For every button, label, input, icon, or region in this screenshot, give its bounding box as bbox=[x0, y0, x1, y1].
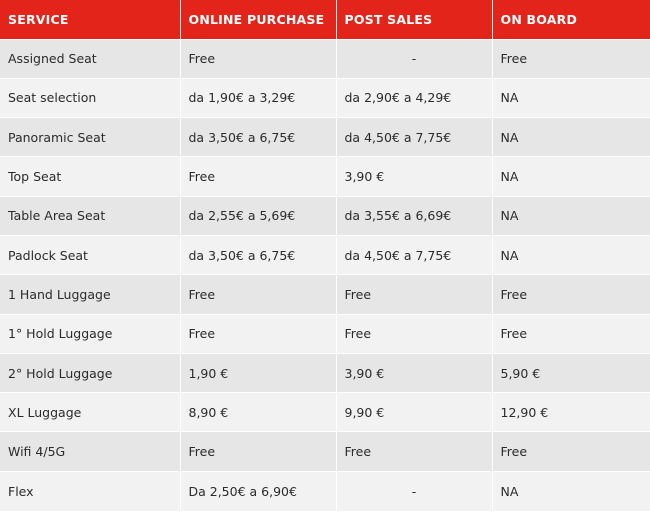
cell-service: 1 Hand Luggage bbox=[0, 275, 180, 314]
cell-on-board: Free bbox=[492, 432, 650, 471]
cell-on-board: 12,90 € bbox=[492, 393, 650, 432]
table-row bbox=[0, 314, 650, 353]
table-row bbox=[0, 393, 650, 432]
cell-post-sales: Free bbox=[336, 432, 492, 471]
cell-online-purchase: Free bbox=[180, 314, 336, 353]
cell-service: Wifi 4/5G bbox=[0, 432, 180, 471]
table-row bbox=[0, 118, 650, 157]
cell-service: XL Luggage bbox=[0, 393, 180, 432]
cell-post-sales: da 2,90€ a 4,29€ bbox=[336, 78, 492, 117]
table-row bbox=[0, 353, 650, 392]
cell-post-sales: - bbox=[336, 471, 492, 510]
cell-on-board: NA bbox=[492, 157, 650, 196]
column-header-service: SERVICE bbox=[0, 0, 180, 39]
cell-online-purchase: Free bbox=[180, 275, 336, 314]
cell-service: Seat selection bbox=[0, 78, 180, 117]
table-row bbox=[0, 471, 650, 510]
cell-online-purchase: da 3,50€ a 6,75€ bbox=[180, 235, 336, 274]
cell-service: Panoramic Seat bbox=[0, 118, 180, 157]
header-row bbox=[0, 0, 650, 39]
table-body bbox=[0, 39, 650, 511]
cell-online-purchase: da 2,55€ a 5,69€ bbox=[180, 196, 336, 235]
cell-online-purchase: Free bbox=[180, 432, 336, 471]
cell-online-purchase: Free bbox=[180, 157, 336, 196]
cell-on-board: NA bbox=[492, 118, 650, 157]
cell-on-board: NA bbox=[492, 471, 650, 510]
cell-online-purchase: 8,90 € bbox=[180, 393, 336, 432]
column-header-on-board: ON BOARD bbox=[492, 0, 650, 39]
table-row bbox=[0, 235, 650, 274]
cell-online-purchase: da 1,90€ a 3,29€ bbox=[180, 78, 336, 117]
cell-post-sales: da 4,50€ a 7,75€ bbox=[336, 118, 492, 157]
cell-post-sales: Free bbox=[336, 314, 492, 353]
cell-online-purchase: Da 2,50€ a 6,90€ bbox=[180, 471, 336, 510]
column-header-online-purchase: ONLINE PURCHASE bbox=[180, 0, 336, 39]
cell-on-board: Free bbox=[492, 314, 650, 353]
cell-on-board: NA bbox=[492, 196, 650, 235]
cell-post-sales: 9,90 € bbox=[336, 393, 492, 432]
cell-post-sales: 3,90 € bbox=[336, 353, 492, 392]
column-header-post-sales: POST SALES bbox=[336, 0, 492, 39]
cell-service: Padlock Seat bbox=[0, 235, 180, 274]
table-row bbox=[0, 78, 650, 117]
cell-online-purchase: da 3,50€ a 6,75€ bbox=[180, 118, 336, 157]
cell-on-board: Free bbox=[492, 275, 650, 314]
cell-post-sales: da 4,50€ a 7,75€ bbox=[336, 235, 492, 274]
table-header bbox=[0, 0, 650, 39]
cell-on-board: 5,90 € bbox=[492, 353, 650, 392]
cell-on-board: NA bbox=[492, 235, 650, 274]
cell-service: Top Seat bbox=[0, 157, 180, 196]
cell-service: 2° Hold Luggage bbox=[0, 353, 180, 392]
table-row bbox=[0, 157, 650, 196]
cell-service: 1° Hold Luggage bbox=[0, 314, 180, 353]
cell-on-board: NA bbox=[492, 78, 650, 117]
cell-service: Flex bbox=[0, 471, 180, 510]
table-row bbox=[0, 432, 650, 471]
table-row bbox=[0, 275, 650, 314]
cell-service: Assigned Seat bbox=[0, 39, 180, 78]
table-row bbox=[0, 39, 650, 78]
cell-on-board: Free bbox=[492, 39, 650, 78]
cell-service: Table Area Seat bbox=[0, 196, 180, 235]
table-row bbox=[0, 196, 650, 235]
cell-online-purchase: Free bbox=[180, 39, 336, 78]
cell-post-sales: Free bbox=[336, 275, 492, 314]
cell-post-sales: 3,90 € bbox=[336, 157, 492, 196]
cell-online-purchase: 1,90 € bbox=[180, 353, 336, 392]
cell-post-sales: - bbox=[336, 39, 492, 78]
cell-post-sales: da 3,55€ a 6,69€ bbox=[336, 196, 492, 235]
